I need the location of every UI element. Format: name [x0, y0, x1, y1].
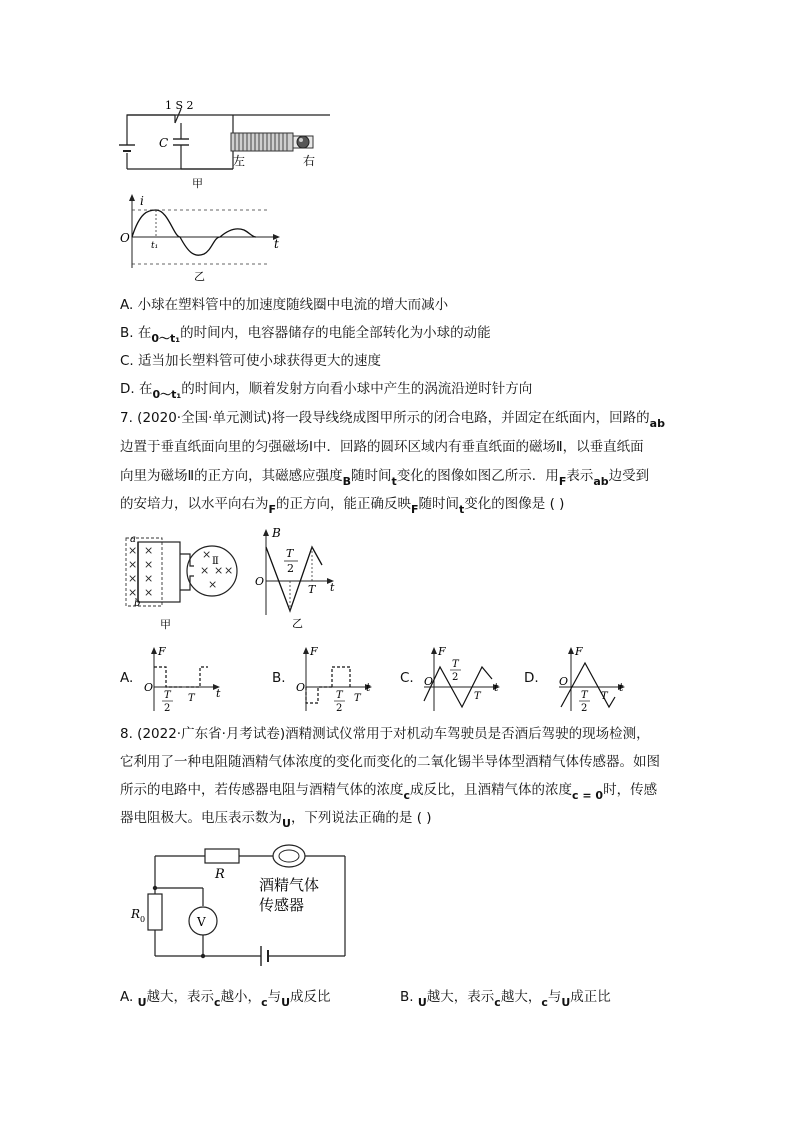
svg-text:2: 2 [581, 703, 588, 714]
sensor-label-2: 传感器 [259, 896, 305, 914]
resistor-R0 [148, 894, 162, 930]
cross: × [214, 564, 224, 577]
q8-line-2: 它利用了一种电阻随酒精气体浓度的变化而变化的二氧化锡半导体型酒精气体传感器。如图 [120, 754, 660, 770]
caption-yi: 乙 [194, 270, 205, 282]
sensor-icon [273, 845, 305, 867]
axis-B: B [272, 526, 281, 540]
capacitor-label: C [159, 136, 169, 150]
choice-b-graph[interactable] [292, 645, 377, 715]
svg-text:O: O [559, 675, 569, 688]
svg-text:t: t [216, 687, 221, 700]
cross: × [128, 572, 138, 585]
choice-d-graph[interactable] [545, 645, 630, 715]
cross: × [144, 586, 154, 599]
q8-option-b[interactable]: B. $_U$越大，表示$_c$越大，$_c$与$_U$成正比 [400, 989, 611, 1009]
svg-text:T: T [581, 690, 588, 701]
choice-b-label[interactable]: B. [272, 670, 286, 686]
svg-text:O: O [296, 681, 306, 694]
origin: O [255, 575, 265, 588]
choice-c-label[interactable]: C. [400, 670, 414, 686]
q8-line-1: 8. (2022·广东省·月考试卷)酒精测试仪常用于对机动车驾驶员是否酒后驾驶的现场检测， [120, 726, 650, 742]
svg-text:2: 2 [336, 703, 343, 714]
q6-option-c[interactable]: C. 适当加长塑料管可使小球获得更大的速度 [120, 353, 382, 369]
svg-text:F: F [310, 645, 318, 658]
label-R0: R [131, 907, 141, 921]
svg-text:T: T [354, 693, 361, 704]
cross: × [202, 548, 212, 561]
right-label: 右 [303, 154, 316, 168]
q8-option-a[interactable]: A. $_U$越大，表示$_c$越小，$_c$与$_U$成反比 [120, 989, 331, 1009]
svg-text:T: T [474, 691, 481, 702]
cross: × [128, 544, 138, 557]
svg-text:T: T [164, 690, 171, 701]
current-graph [118, 192, 288, 282]
q7-line-2: 边置于垂直纸面向里的匀强磁场Ⅰ中．回路的圆环区域内有垂直纸面的磁场Ⅱ，以垂直纸面 [120, 439, 644, 455]
q6-option-d[interactable]: D. 在$_{0\sim t_1}$的时间内，顺着发射方向看小球中产生的涡流沿逆时针方向 [120, 381, 533, 401]
svg-text:2: 2 [164, 703, 171, 714]
sensor-label-1: 酒精气体 [259, 876, 320, 894]
axis-t: t [330, 581, 335, 594]
caption-jia-2: 甲 [160, 618, 171, 631]
cross: × [144, 544, 154, 557]
label-R0-sub: 0 [140, 915, 146, 924]
svg-text:t: t [619, 681, 624, 694]
svg-text:t: t [366, 681, 371, 694]
resistor-R [205, 849, 239, 863]
tick-T: T [286, 547, 294, 560]
svg-text:F: F [158, 645, 166, 658]
tick-2: 2 [287, 562, 294, 575]
cross: × [144, 558, 154, 571]
svg-text:t: t [494, 681, 499, 694]
tick-T-full: T [308, 583, 316, 596]
svg-text:T: T [452, 659, 459, 670]
choice-c-graph[interactable] [420, 645, 505, 715]
q7-loop-figure [118, 530, 243, 635]
choice-a-label[interactable]: A. [120, 670, 134, 686]
tick-t1: t₁ [151, 241, 159, 251]
alcohol-sensor-circuit [125, 842, 355, 972]
q8-line-3: 所示的电路中，若传感器电阻与酒精气体的浓度$_c$成反比，且酒精气体的浓度$_{c = 0}$时，传感 [120, 782, 658, 802]
svg-text:2: 2 [452, 672, 459, 683]
q8-line-4: 器电阻极大。电压表示数为$_U$，下列说法正确的是 ( ) [120, 810, 432, 830]
cross: × [144, 572, 154, 585]
cross: × [128, 558, 138, 571]
switch-label: 1 S 2 [165, 99, 194, 112]
choice-a-graph[interactable] [140, 645, 225, 715]
cross: × [224, 564, 234, 577]
cross: × [200, 564, 210, 577]
cross: × [128, 586, 138, 599]
label-a: a [130, 534, 136, 545]
svg-text:T: T [601, 691, 608, 702]
label-R: R [215, 867, 225, 882]
cross: × [208, 578, 218, 591]
label-b: b [134, 598, 141, 609]
svg-text:O: O [424, 675, 434, 688]
coil-gun-circuit [115, 95, 330, 190]
svg-text:T: T [188, 693, 195, 704]
axis-t: t [274, 237, 279, 251]
axis-i: i [140, 194, 144, 208]
caption-jia: 甲 [192, 177, 203, 190]
roman-2: Ⅱ [212, 556, 219, 567]
caption-yi-2: 乙 [292, 617, 303, 630]
choice-d-label[interactable]: D. [524, 670, 539, 686]
ball [297, 136, 309, 148]
label-V: V [197, 915, 206, 929]
svg-text:F: F [438, 645, 446, 658]
svg-text:T: T [336, 690, 343, 701]
q7-line-1: 7. (2020·全国·单元测试)将一段导线绕成图甲所示的闭合电路，并固定在纸面内，回路的$_{ab}$ [120, 410, 665, 430]
q7-line-4: 的安培力，以水平向右为$_F$的正方向，能正确反映$_F$随时间$_t$变化的图像是 ( ) [120, 496, 565, 516]
q6-option-b[interactable]: B. 在$_{0\sim t_1}$的时间内，电容器储存的电能全部转化为小球的动能 [120, 325, 491, 345]
q7-bt-graph [250, 525, 340, 635]
svg-text:F: F [575, 645, 583, 658]
left-label: 左 [233, 154, 246, 168]
q7-line-3: 向里为磁场Ⅱ的正方向，其磁感应强度$_B$随时间$_t$变化的图像如图乙所示．用$_F$表示$_{ab}$边受到 [120, 468, 650, 488]
q6-option-a[interactable]: A. 小球在塑料管中的加速度随线圈中电流的增大而减小 [120, 297, 449, 313]
svg-text:O: O [144, 681, 154, 694]
origin-label: O [120, 231, 130, 245]
